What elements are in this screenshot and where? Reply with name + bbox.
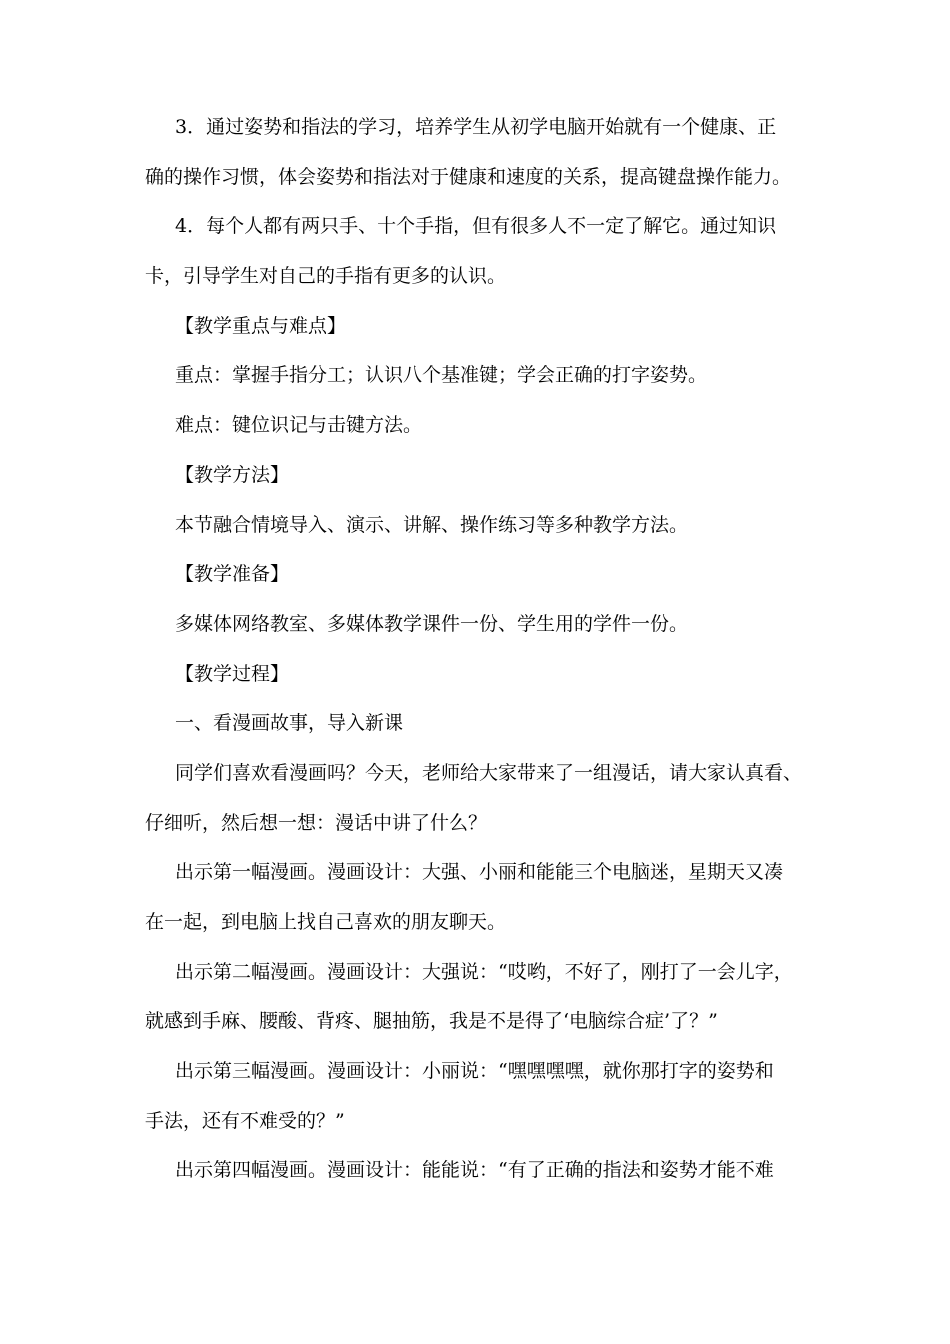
- section-heading: 【教学准备】: [175, 563, 290, 586]
- subsection-heading: 一、看漫画故事，导入新课: [175, 712, 404, 735]
- paragraph-line: 4．每个人都有两只手、十个手指，但有很多人不一定了解它。通过知识: [175, 215, 777, 238]
- paragraph-line: 同学们喜欢看漫画吗？今天，老师给大家带来了一组漫话，请大家认真看、: [175, 761, 803, 784]
- paragraph-line: 卡，引导学生对自己的手指有更多的认识。: [145, 265, 507, 288]
- paragraph-line: 手法，还有不难受的？”: [145, 1109, 345, 1132]
- paragraph-line: 3．通过姿势和指法的学习，培养学生从初学电脑开始就有一个健康、正: [175, 116, 777, 138]
- paragraph-line: 本节融合情境导入、演示、讲解、操作练习等多种教学方法。: [175, 513, 689, 536]
- paragraph-line: 多媒体网络教室、多媒体教学课件一份、学生用的学件一份。: [175, 612, 689, 635]
- paragraph-line: 确的操作习惯，体会姿势和指法对于健康和速度的关系，提高键盘操作能力。: [145, 165, 792, 188]
- paragraph-line: 在一起，到电脑上找自己喜欢的朋友聊天。: [145, 911, 507, 933]
- paragraph-line: 出示第四幅漫画。漫画设计：能能说：“有了正确的指法和姿势才能不难: [175, 1159, 774, 1182]
- paragraph-line: 重点：掌握手指分工；认识八个基准键；学会正确的打字姿势。: [175, 364, 708, 387]
- paragraph-line: 仔细听，然后想一想：漫话中讲了什么？: [145, 811, 488, 834]
- section-heading: 【教学重点与难点】: [175, 314, 347, 337]
- paragraph-line: 难点：键位识记与击键方法。: [175, 414, 423, 437]
- paragraph-line: 就感到手麻、腰酸、背疼、腿抽筋，我是不是得了‘电脑综合症’了？”: [145, 1010, 718, 1033]
- paragraph-line: 出示第二幅漫画。漫画设计：大强说：“哎哟，不好了，刚打了一会儿字，: [175, 960, 793, 983]
- section-heading: 【教学方法】: [175, 463, 290, 486]
- section-heading: 【教学过程】: [175, 662, 290, 685]
- paragraph-line: 出示第三幅漫画。漫画设计：小丽说：“嘿嘿嘿嘿，就你那打字的姿势和: [175, 1060, 774, 1083]
- paragraph-line: 出示第一幅漫画。漫画设计：大强、小丽和能能三个电脑迷，星期天又凑: [175, 861, 784, 884]
- document-body: [145, 103, 810, 1196]
